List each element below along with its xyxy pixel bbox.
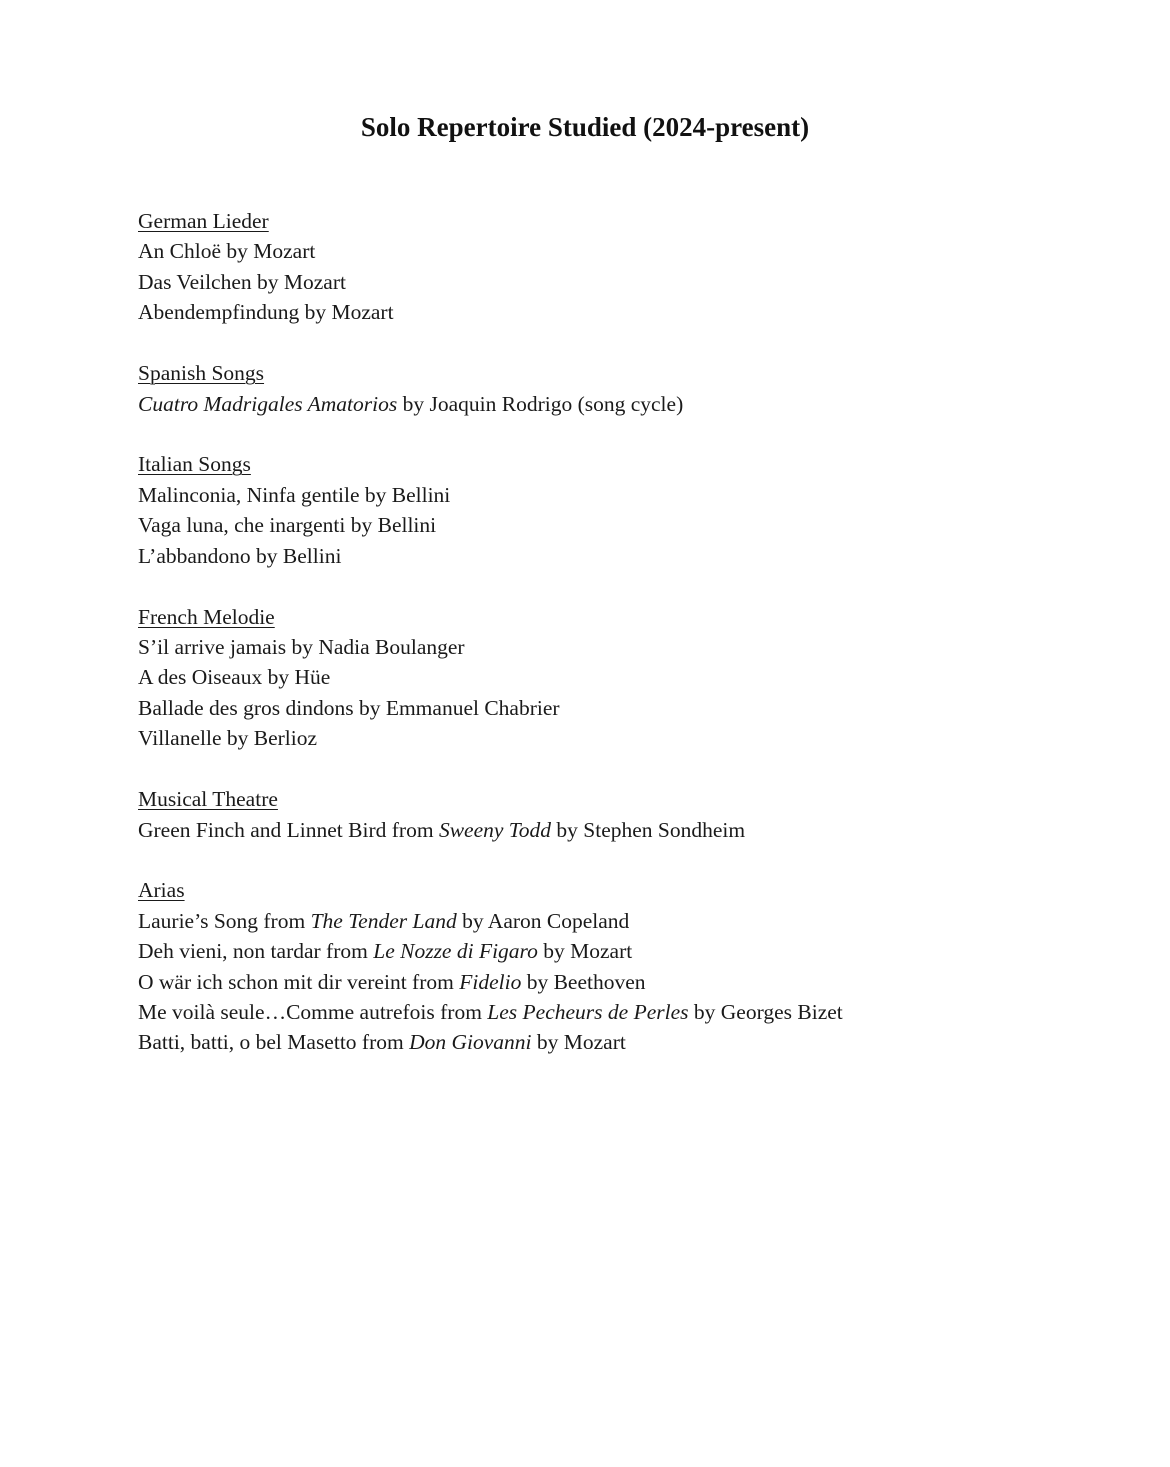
entry-text: Ballade des gros dindons by Emmanuel Chabrier (138, 695, 560, 720)
entry-list (138, 632, 1118, 754)
list-item (138, 632, 1118, 662)
list-item (138, 815, 1118, 845)
work-title: Don Giovanni (409, 1030, 532, 1055)
work-title: Fidelio (459, 969, 522, 994)
entry-text: Abendempfindung by Mozart (138, 300, 394, 325)
work-title: The Tender Land (310, 908, 457, 933)
entry-list (138, 480, 1118, 571)
work-title: Les Pecheurs de Perles (487, 1000, 689, 1025)
entry-text: by Beethoven (521, 969, 646, 994)
entry-text: by Stephen Sondheim (551, 817, 746, 842)
repertoire-section (138, 875, 1118, 1057)
entry-text: by Mozart (537, 939, 633, 964)
section-heading: Spanish Songs (138, 361, 265, 386)
entry-text: Villanelle by Berlioz (138, 726, 318, 751)
repertoire-section (138, 449, 1118, 571)
entry-list (138, 815, 1118, 845)
entry-list (138, 389, 1118, 419)
list-item (138, 967, 1118, 997)
repertoire-section (138, 784, 1118, 845)
list-item (138, 236, 1118, 266)
entry-text: L’abbandono by Bellini (138, 543, 342, 568)
entry-text: Green Finch and Linnet Bird from (138, 817, 439, 842)
work-title: Sweeny Todd (438, 817, 552, 842)
entry-text: A des Oiseaux by Hüe (138, 665, 331, 690)
entry-text: Das Veilchen by Mozart (138, 269, 346, 294)
section-heading: French Melodie (138, 604, 275, 629)
entry-list (138, 236, 1118, 327)
page-title: Solo Repertoire Studied (2024-present) (360, 112, 810, 142)
list-item (138, 662, 1118, 692)
list-item (138, 997, 1118, 1027)
entry-text: by Joaquin Rodrigo (song cycle) (397, 391, 684, 416)
list-item (138, 389, 1118, 419)
list-item (138, 723, 1118, 753)
section-heading: Musical Theatre (138, 787, 278, 812)
entry-list (138, 906, 1118, 1058)
entry-text: by Georges Bizet (688, 1000, 843, 1025)
entry-text: by Aaron Copeland (456, 908, 630, 933)
list-item (138, 297, 1118, 327)
section-heading: German Lieder (138, 209, 269, 233)
list-item (138, 510, 1118, 540)
entry-text: Deh vieni, non tardar from (138, 939, 374, 964)
entry-text: S’il arrive jamais by Nadia Boulanger (138, 634, 465, 659)
list-item (138, 267, 1118, 297)
entry-text: Malinconia, Ninfa gentile by Bellini (138, 482, 451, 507)
list-item (138, 1027, 1118, 1057)
entry-text: An Chloë by Mozart (138, 239, 316, 264)
entry-text: Vaga luna, che inargenti by Bellini (138, 513, 437, 538)
list-item (138, 906, 1118, 936)
entry-text: Laurie’s Song from (138, 908, 311, 933)
repertoire-section (138, 358, 1118, 419)
work-title: Le Nozze di Figaro (373, 939, 538, 964)
repertoire-section (138, 602, 1118, 754)
entry-text: by Mozart (531, 1030, 626, 1055)
entry-text: Batti, batti, o bel Masetto from (138, 1030, 410, 1055)
entry-text: O wär ich schon mit dir vereint from (138, 969, 460, 994)
list-item (138, 936, 1118, 966)
repertoire-list (138, 206, 1118, 1088)
section-heading: Arias (138, 878, 185, 903)
work-title: Cuatro Madrigales Amatorios (138, 391, 398, 416)
entry-text: Me voilà seule…Comme autrefois from (138, 1000, 488, 1025)
list-item (138, 480, 1118, 510)
list-item (138, 693, 1118, 723)
section-heading: Italian Songs (138, 452, 251, 477)
repertoire-section (138, 206, 1118, 328)
list-item (138, 541, 1118, 571)
